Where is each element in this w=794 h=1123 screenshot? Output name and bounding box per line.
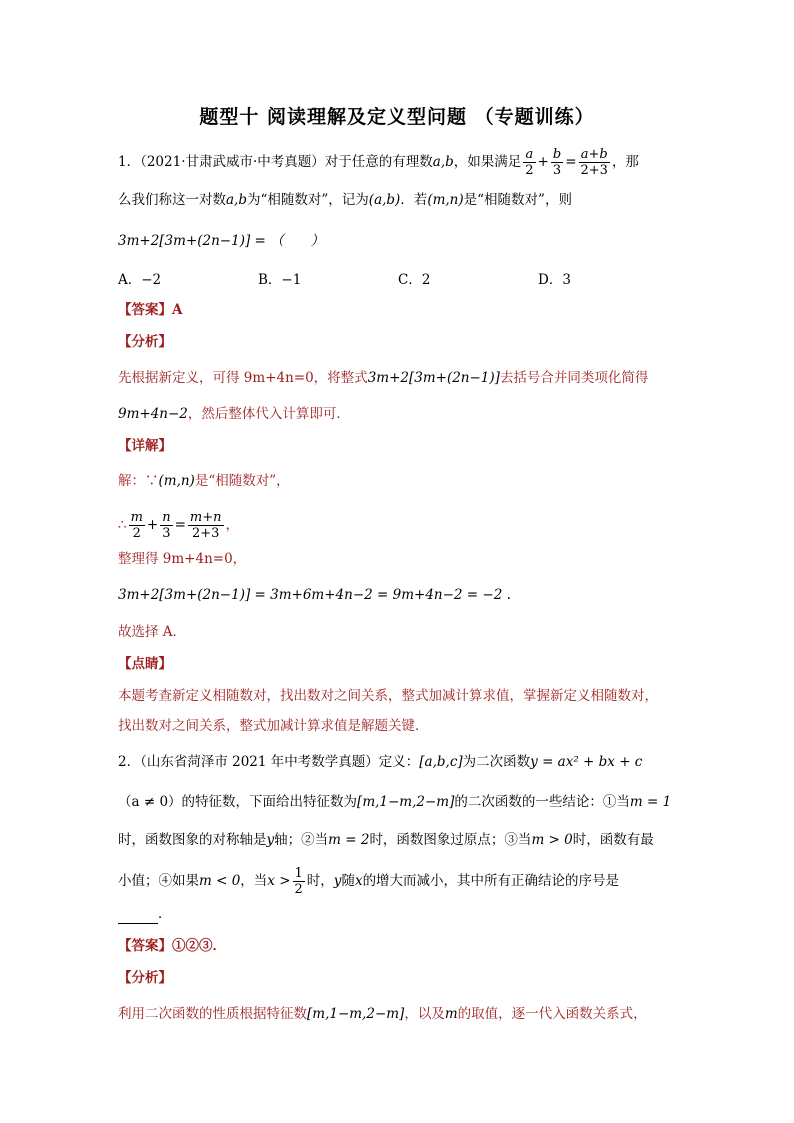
math-condition: m < 0 [199,873,241,889]
plus-sign: + [146,517,159,533]
math-condition: m > 0 [531,832,573,848]
q2-text: 轴；②当 [274,832,329,848]
q1-text: 是“相随数对”，则 [463,192,572,208]
q2-text: 时，函数有最 [572,832,654,848]
detail-text: ， [225,517,240,533]
q1-tip-line-2: 找出数对之间关系，整式加减计算求值是解题关键． [118,718,429,734]
q2-analysis-line-1 [118,1004,647,1024]
q2-text: （a ≠ 0）的特征数，下面给出特征数为 [118,794,358,810]
math-var: x [354,873,363,889]
analysis-text: ，以及 [404,1006,445,1022]
q2-line-1 [118,752,642,772]
q1-line-2 [118,190,572,210]
math-function: y = ax² + bx + c [530,754,643,770]
q2-line-5 [118,904,172,924]
q2-answer: 【答案】①②③． [118,938,226,954]
math-expression: 9m+4n−2 [118,406,188,422]
q1-text: ．若 [400,192,428,208]
fraction-one-half: $\frac{1}{2}$ [294,866,303,897]
q1-detail-conclusion: 故选择 A． [118,624,187,640]
math-expression: 3m+2[3m+(2n−1)] [367,370,500,386]
q1-detail-heading: 【详解】 [118,438,172,454]
q2-text: 为二次函数 [462,754,531,770]
therefore-symbol: ∴ [118,517,127,533]
q2-text: 的二次函数的一些结论：①当 [454,794,630,810]
math-var: y [266,832,275,848]
q2-text: 时，函数图象的对称轴是 [118,832,267,848]
fraction-m-over-2: $\frac{m}{2}$ [130,510,143,541]
q1-analysis-heading: 【分析】 [118,334,172,350]
fraction-n-over-3: $\frac{n}{3}$ [162,510,171,541]
math-condition: m = 2 [328,832,370,848]
option-d: D．3 [538,272,571,288]
q2-text: 时， [306,873,334,889]
q2-text: 随 [341,873,355,889]
plus-sign: + [537,154,549,170]
q1-detail-line-1 [118,471,290,491]
page-title: 题型十 阅读理解及定义型问题 （专题训练） [199,106,595,128]
q1-text: 么我们称这一对数 [118,192,226,208]
detail-text: 是“相随数对”， [194,473,290,489]
fraction-sum: $\frac{a+b}{2+3}$ [580,147,608,178]
analysis-text: 先根据新定义，可得 9m+4n=0，将整式 [118,370,368,386]
analysis-text: 的取值，逐一代入函数关系式， [457,1006,647,1022]
q2-analysis-heading: 【分析】 [118,970,172,986]
q2-line-3 [118,830,654,850]
q1-text: 为“相随数对”，记为 [246,192,369,208]
math-pair-mn: (m,n) [158,473,195,489]
answer-blank [118,909,158,924]
q2-text: 小值；④如果 [118,873,199,889]
q1-text: ，如果满足 [453,154,522,170]
math-var: y [333,873,342,889]
q1-expression: 3m+2[3m+(2n−1)] = （ ） [118,233,325,249]
option-a: A．−2 [118,272,162,288]
q1-analysis-line-2 [118,404,350,424]
q2-line-2 [118,792,671,812]
option-b: B．−1 [258,272,302,288]
q1-line-1 [118,147,639,178]
fraction-b-over-3: $\frac{b}{3}$ [552,147,562,178]
analysis-text: 利用二次函数的性质根据特征数 [118,1006,307,1022]
math-pair-mn: (m,n) [427,192,464,208]
math-feature: [m,1−m,2−m] [307,1006,405,1022]
fraction-a-over-2: $\frac{a}{2}$ [525,147,534,178]
q1-text: 1．（2021·甘肃武威市·中考真题）对于任意的有理数 [118,154,433,170]
q2-text: 的增大而减小，其中所有正确结论的序号是 [362,873,620,889]
math-ab: a,b [226,192,247,208]
math-pair-ab: (a,b) [368,192,401,208]
q1-detail-calculation: 3m+2[3m+(2n−1)] = 3m+6m+4n−2 = 9m+4n−2 = −2 . [118,587,511,603]
math-ab: a,b [432,154,454,170]
q2-text: 2．（山东省菏泽市 2021 年中考数学真题）定义： [118,754,420,770]
analysis-text: 去括号合并同类项化简得 [499,370,649,386]
q1-options [118,270,678,290]
q1-analysis-line-1 [118,368,648,388]
q2-text: 时，函数图象过原点；③当 [369,832,532,848]
detail-text: 解：∵ [118,473,159,489]
math-feature: [m,1−m,2−m] [357,794,455,810]
q1-detail-line-3: 整理得 9m+4n=0， [118,551,247,567]
q1-answer: 【答案】A [118,302,183,318]
q1-tip-heading: 【点睛】 [118,656,172,672]
equals-sign: = [565,154,577,170]
q2-line-4 [118,866,619,897]
analysis-text: ，然后整体代入计算即可． [187,406,350,422]
q1-tip-line-1: 本题考查新定义相随数对，找出数对之间关系，整式加减计算求值，掌握新定义相随数对， [118,688,658,704]
math-condition: x > [267,873,291,889]
math-var: m [444,1006,458,1022]
math-feature: [a,b,c] [419,754,463,770]
equals-sign: = [174,517,186,533]
q1-detail-line-2 [118,510,239,541]
option-c: C．2 [398,272,431,288]
q2-text: ． [158,906,172,922]
fraction-m-plus-n: $\frac{m+n}{2+3}$ [189,510,222,541]
q2-text: ，当 [240,873,268,889]
q1-text: ，那 [611,154,639,170]
math-condition: m = 1 [629,794,672,810]
